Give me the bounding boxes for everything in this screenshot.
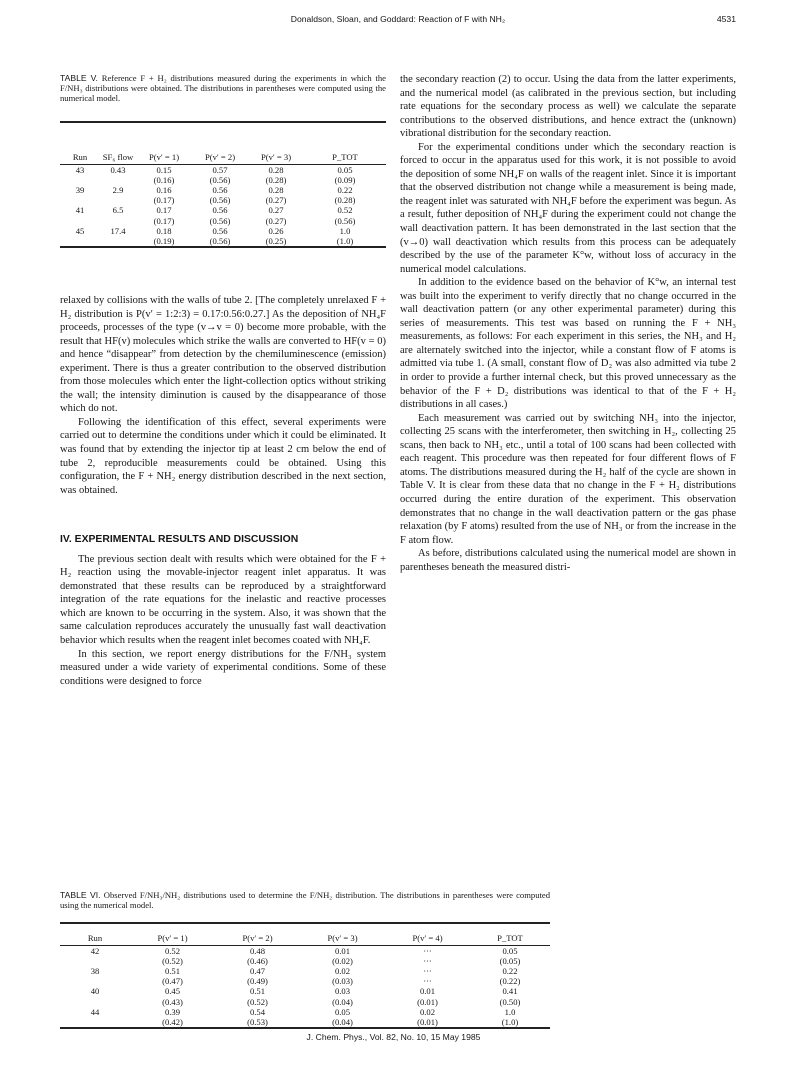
table-cell-v3c: (0.04)	[332, 1016, 353, 1027]
table-cell-v2c: (0.49)	[247, 976, 268, 987]
table-cell-empty	[60, 1017, 130, 1028]
running-title: Donaldson, Sloan, and Goddard: Reaction of F with NH₂	[290, 14, 506, 24]
table6-caption-label: TABLE VI.	[60, 890, 101, 900]
table5-body	[60, 164, 386, 247]
table-row-computed	[60, 1017, 550, 1028]
table-row-computed	[60, 216, 386, 226]
table-cell-totc: (0.09)	[334, 174, 356, 185]
table-cell-v3c: (0.03)	[332, 976, 353, 987]
table6-body	[60, 945, 550, 1028]
table-row	[60, 226, 386, 236]
table-cell-v2: 0.56	[212, 184, 228, 195]
table-cell-run: 44	[90, 1006, 100, 1017]
table-cell-tot: 0.05	[502, 945, 518, 956]
table-cell-tot: 0.22	[502, 965, 518, 976]
table-row	[60, 986, 550, 996]
table-row	[60, 164, 386, 175]
table-cell-empty	[60, 195, 100, 205]
table-cell-v1: 0.16	[156, 184, 172, 195]
table5-bottom-rule	[60, 247, 386, 268]
table-cell-flow: 17.4	[110, 225, 126, 236]
table-cell-v3c: (0.25)	[265, 235, 287, 246]
left-paragraph-3: The previous section dealt with results which were obtained for the F + H₂ reaction using the movable-injector reagent inlet apparatus. It was demonstrated that these results can be reproduced by a straightforward integration of the rate equations for the inelastic and reactive processes which are known to be occurring in the system. Also, it was shown that the same calculation reproduces accurately the unusually fast wall deactivation behavior which results when the reagent inlet becomes coated with NH₄F.	[60, 553, 386, 647]
table-cell-v2: 0.48	[249, 945, 266, 956]
table-cell-totc: (0.22)	[499, 976, 521, 987]
table-cell-v2c: (0.53)	[247, 1016, 268, 1027]
table-cell-run: 43	[75, 164, 85, 175]
table-cell-v1: 0.15	[156, 164, 172, 175]
table-cell-v2: 0.51	[249, 986, 266, 997]
table-cell-v4: 0.01	[419, 986, 436, 997]
table6-header-v2: P(v′ = 2)	[242, 933, 273, 944]
table-cell-v3c: (0.27)	[265, 195, 287, 206]
table-cell-empty	[100, 216, 136, 226]
table-cell-v1c: (0.43)	[162, 996, 183, 1007]
table-cell-v4c: ···	[423, 976, 432, 987]
section-spacer	[60, 497, 386, 533]
table-cell-run: 42	[90, 945, 100, 956]
table-cell-totc: (0.28)	[334, 195, 356, 206]
table-cell-v1c: (0.17)	[153, 215, 175, 226]
table-cell-run: 38	[90, 965, 100, 976]
table6-header-v3: P(v′ = 3)	[327, 933, 358, 944]
table-row	[60, 185, 386, 195]
table6-header-run: Run	[87, 933, 103, 944]
table-row	[60, 966, 550, 976]
table-cell-v2c: (0.46)	[247, 955, 268, 966]
table-cell-totc: (0.50)	[499, 996, 521, 1007]
table5-header-tot: P_TOT	[332, 152, 358, 163]
table6-header-v1: P(v′ = 1)	[157, 933, 188, 944]
left-paragraph-2: Following the identification of this effect, several experiments were carried out to determine the conditions under which it could be eliminated. It was found that by extending the injector tip at least 2 cm below the end of tube 2, reproducible measurements could be obtained. Using this configuration, the F + NH₂ energy distribution described in the next section, was obtained.	[60, 416, 386, 496]
table-cell-v2c: (0.56)	[209, 215, 231, 226]
table6	[60, 922, 550, 1033]
table-row-computed	[60, 997, 550, 1007]
left-paragraph-4: In this section, we report energy distributions for the F/NH₃ system measured under a wide variety of experimental conditions. Some of these conditions were designed to force	[60, 648, 386, 687]
table-row-computed	[60, 976, 550, 986]
table6-caption-text: Observed F/NH₃/NH₂ distributions used to determine the F/NH₂ distribution. The distributions in parentheses were computed using the numerical model.	[60, 890, 550, 911]
left-column	[60, 294, 386, 688]
table-cell-flow: 2.9	[112, 184, 124, 195]
table-row-computed	[60, 956, 550, 966]
table-cell-totc: (0.56)	[334, 215, 356, 226]
table-cell-v1: 0.52	[164, 945, 181, 956]
table-row-computed	[60, 236, 386, 247]
table-cell-v2c: (0.56)	[209, 195, 231, 206]
table-cell-run: 45	[75, 225, 85, 236]
table-cell-flow: 0.43	[110, 164, 126, 175]
table-cell-v1: 0.18	[156, 225, 172, 236]
table-cell-tot: 0.52	[337, 205, 353, 216]
table-cell-tot: 0.05	[337, 164, 353, 175]
table-cell-tot: 0.22	[337, 184, 353, 195]
table-cell-run: 39	[75, 184, 85, 195]
table-cell-v3c: (0.02)	[332, 955, 353, 966]
journal-citation: J. Chem. Phys., Vol. 82, No. 10, 15 May 1985	[306, 1032, 481, 1042]
table-cell-v2: 0.57	[212, 164, 228, 175]
table-cell-v1: 0.17	[156, 205, 172, 216]
table-cell-totc: (1.0)	[336, 235, 354, 246]
table-cell-v1: 0.39	[164, 1006, 181, 1017]
table-cell-empty	[60, 236, 100, 247]
table-cell-v1c: (0.16)	[153, 174, 175, 185]
table-cell-tot: 1.0	[339, 225, 351, 236]
table6-header-v4: P(v′ = 4)	[412, 933, 443, 944]
table-cell-v1: 0.51	[164, 965, 181, 976]
page-number: 4531	[716, 14, 736, 24]
table-cell-v4c: (0.01)	[417, 1016, 438, 1027]
table-cell-v3: 0.05	[334, 1006, 351, 1017]
table-cell-v4c: (0.01)	[417, 996, 438, 1007]
table-row	[60, 205, 386, 215]
table-cell-empty	[60, 956, 130, 966]
right-paragraph-5: As before, distributions calculated using the numerical model are shown in parentheses beneath the measured distri-	[400, 548, 736, 573]
table-cell-empty	[100, 195, 136, 205]
table5-caption-text: Reference F + H₂ distributions measured during the experiments in which the F/NH₃ distributions were obtained. The distributions in parentheses were computed using the numerical model.	[60, 73, 386, 104]
table-cell-v1: 0.45	[164, 986, 181, 997]
table-cell-v4: 0.02	[419, 1006, 436, 1017]
table6-header-tot: P_TOT	[497, 933, 523, 944]
table-cell-empty	[100, 236, 136, 247]
table5	[60, 121, 386, 268]
table-cell-v4: ···	[423, 945, 432, 956]
table-cell-v3: 0.03	[334, 986, 351, 997]
table-cell-v2c: (0.56)	[209, 235, 231, 246]
table-cell-v3c: (0.27)	[265, 215, 287, 226]
running-header	[60, 14, 736, 30]
table-cell-empty	[60, 216, 100, 226]
table-cell-totc: (1.0)	[501, 1016, 519, 1027]
table-cell-v3c: (0.04)	[332, 996, 353, 1007]
table5-header-v3: P(v′ = 3)	[260, 152, 292, 163]
table5-caption	[60, 73, 386, 104]
table-cell-v3: 0.01	[334, 945, 351, 956]
table5-header-v2: P(v′ = 2)	[204, 152, 236, 163]
table-cell-flow: 6.5	[112, 205, 124, 216]
left-paragraph-1: relaxed by collisions with the walls of tube 2. [The completely unrelaxed F + H₂ distribution is P(v′ = 1:2:3) = 0.17:0.56:0.27.] As the deposition of NH₄F proceeds, processes of the type (v→v = 0) become more probable, with the result that HF(v) molecules which strike the walls are converted to HF(v = 0) and hence “disappear” from detection by the chemiluminescence (emission) experiment. There is thus a greater contribution to the observed distribution from those molecules which enter the light-collection optics without striking the wall; the intensity diminution is caused by the disappearance of those which do not.	[60, 295, 386, 415]
table-cell-v3: 0.27	[268, 205, 284, 216]
table5-header-v1: P(v′ = 1)	[148, 152, 180, 163]
table-row-computed	[60, 175, 386, 185]
right-paragraph-2: For the experimental conditions under which the secondary reaction is forced to occur in the apparatus used for this work, it is not possible to avoid the deposition of some NH₄F on walls of the reagent inlet. Since it is important that the observed distribution not change while a measurement is being made, the reagent inlet was saturated with NH₄F before the experiment was begun. As a result, futher deposition of NH₄F during the experiment could not change the wall deactivation pattern. It has been demonstrated in the last section that the (v→0) wall deactivation which results from this process can be adequately described by the use of the parameter K°w, without loss of accuracy in the numerical model calculations.	[400, 141, 736, 275]
right-paragraph-1: the secondary reaction (2) to occur. Using the data from the latter experiments, and the numerical model (as calibrated in the previous section, but including rate equations for the secondary process as well) we calculate the separate contributions to the observed distributions, and hence extract the (unknown) vibrational distribution for the secondary reaction.	[400, 74, 736, 140]
table-cell-v2: 0.56	[212, 225, 228, 236]
table5-header-run: Run	[72, 152, 88, 163]
table-cell-run: 41	[75, 205, 85, 216]
table-cell-run: 40	[90, 986, 100, 997]
table-cell-v1c: (0.47)	[162, 976, 183, 987]
right-paragraph-3: In addition to the evidence based on the behavior of K°w, an internal test was built into the experiment to verify directly that no change occurred in the wall deactivation pattern (or any other experimental parameter) during this series of measurements. This test was based on running the F + NH₃ measurements, as follows: For each experiment in this series, the NH₃ and H₂ are alternately switched into the injector, while a constant flow of F atoms is admitted via tube 1. (A small, constant flow of D₂ was also admitted via tube 2 in order to provide a further internal check, but this proved unnecessary as the behavior of the F + D₂ distributions was identical to that of the F + H₂ distributions in all cases.)	[400, 277, 736, 411]
table-cell-v3: 0.02	[334, 965, 351, 976]
table-cell-v1c: (0.52)	[162, 955, 183, 966]
table-cell-tot: 0.41	[502, 986, 518, 997]
table6-caption	[60, 890, 550, 910]
table-cell-v3: 0.28	[268, 164, 284, 175]
table-cell-v2: 0.56	[212, 205, 228, 216]
table-cell-empty	[100, 175, 136, 185]
right-column	[400, 73, 736, 574]
table5-caption-label: TABLE V.	[60, 73, 98, 83]
table-cell-v1c: (0.42)	[162, 1016, 183, 1027]
table-cell-v2: 0.47	[249, 965, 266, 976]
table-cell-v3: 0.26	[268, 225, 284, 236]
table-cell-v4c: ···	[423, 955, 432, 966]
table-cell-empty	[60, 175, 100, 185]
table-cell-v3: 0.28	[268, 184, 284, 195]
table-cell-v1c: (0.19)	[153, 235, 175, 246]
table-row-computed	[60, 195, 386, 205]
table-cell-tot: 1.0	[504, 1006, 516, 1017]
right-paragraph-4: Each measurement was carried out by switching NH₃ into the injector, collecting 25 scans with the interferometer, then switching in H₂, collecting 25 scans, then back to NH₃ etc., until a total of 100 scans had been collected with each reagent. This procedure was then repeated for four different flows of F atoms. The distributions measured during the H₂ half of the cycle are shown in Table V. It is clear from these data that no change in the F + H₂ distributions occurred during the entire duration of the experiment. This observation demonstrates that no change in the wall deactivation pattern or the gas phase relaxation (by F atoms) resulted from the use of NH₃ or from the increase in the F atom flow.	[400, 412, 736, 546]
table-row	[60, 1007, 550, 1017]
table-cell-v3c: (0.28)	[265, 174, 287, 185]
table-cell-v2c: (0.52)	[247, 996, 268, 1007]
table5-header-flow: SF₆ flow	[102, 152, 134, 163]
table-cell-totc: (0.05)	[499, 955, 521, 966]
table-cell-v2c: (0.56)	[209, 174, 231, 185]
section-heading: IV. EXPERIMENTAL RESULTS AND DISCUSSION	[60, 534, 299, 546]
table-cell-v2: 0.54	[249, 1006, 266, 1017]
table-cell-empty	[60, 976, 130, 986]
table-cell-v4: ···	[423, 965, 432, 976]
table-cell-v1c: (0.17)	[153, 195, 175, 206]
table-row	[60, 945, 550, 956]
table-cell-empty	[60, 997, 130, 1007]
